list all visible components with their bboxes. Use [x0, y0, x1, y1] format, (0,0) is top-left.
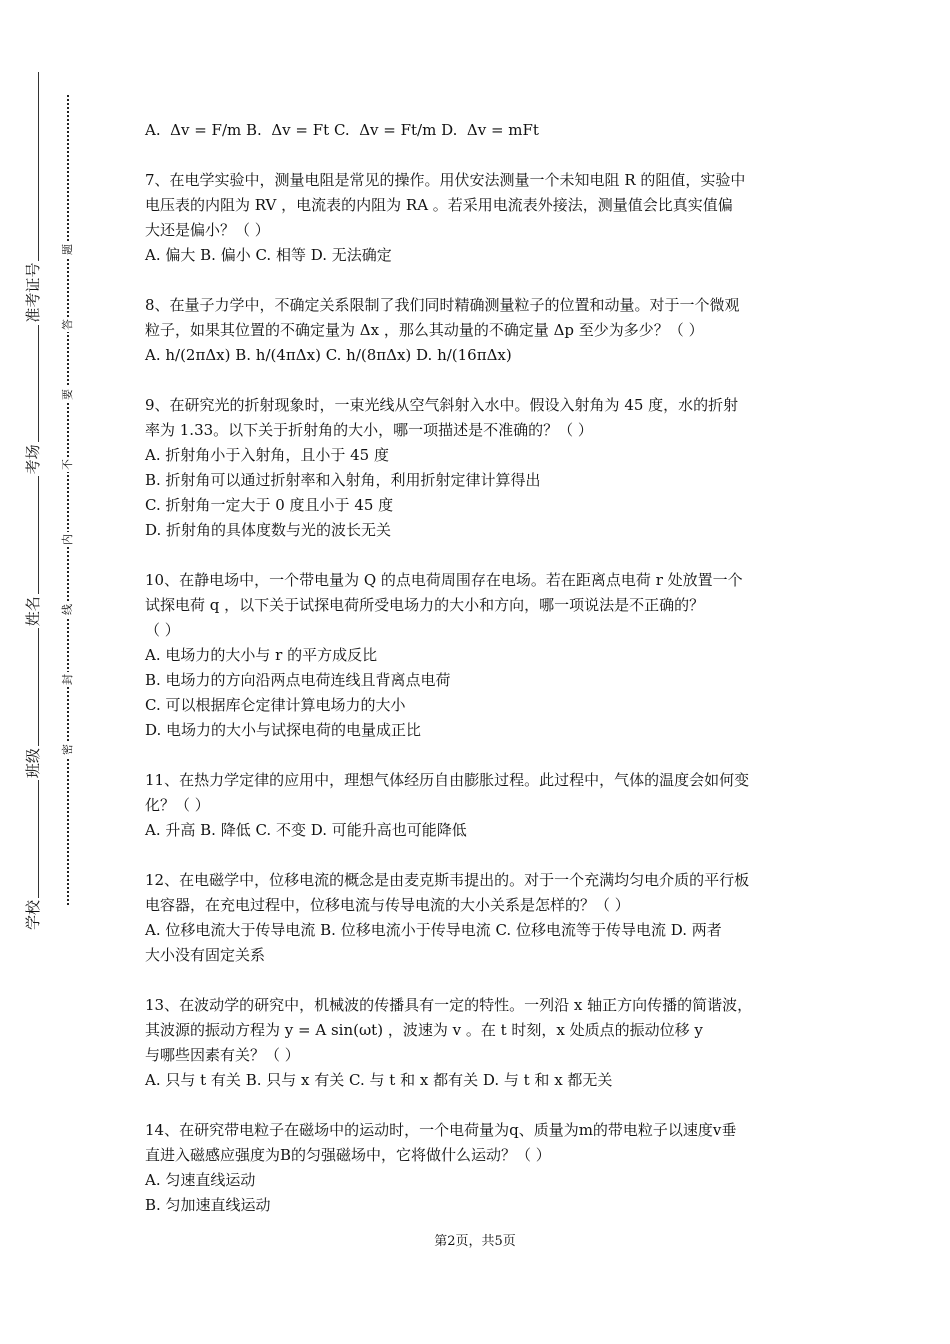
- question-line: 大小没有固定关系: [145, 946, 266, 964]
- question-line: 13、在波动学的研究中，机械波的传播具有一定的特性。一列沿 x 轴正方向传播的简谐波，: [145, 996, 753, 1014]
- exam-room-field[interactable]: [38, 325, 39, 443]
- question-line: B. 折射角可以通过折射率和入射角，利用折射定律计算得出: [145, 471, 541, 489]
- question-block: [145, 868, 825, 968]
- question-block: [145, 993, 825, 1093]
- seal-char: 内: [61, 534, 74, 545]
- question-line: 电容器，在充电过程中，位移电流与传导电流的大小关系是怎样的？（ ）: [145, 896, 630, 914]
- seal-char: 题: [61, 244, 74, 255]
- question-line: A. 匀速直线运动: [145, 1171, 256, 1189]
- question-line: 大还是偏小？（ ）: [145, 221, 270, 239]
- name-field[interactable]: [38, 476, 39, 594]
- question-line: 7、在电学实验中，测量电阻是常见的操作。用伏安法测量一个未知电阻 R 的阻值，实验中: [145, 171, 746, 189]
- question-line: A. 电场力的大小与 r 的平方成反比: [145, 646, 378, 664]
- question-line: B. 匀加速直线运动: [145, 1196, 271, 1214]
- question-line: （ ）: [145, 621, 180, 639]
- question-line: 14、在研究带电粒子在磁场中的运动时，一个电荷量为q、质量为m的带电粒子以速度v垂: [145, 1121, 737, 1139]
- school-label: 学校: [24, 899, 42, 930]
- question-line: A. 升高 B. 降低 C. 不变 D. 可能升高也可能降低: [145, 821, 467, 839]
- question-block: [145, 768, 825, 843]
- question-block: [145, 293, 825, 368]
- question-line: 与哪些因素有关？（ ）: [145, 1046, 300, 1064]
- exam-number-field[interactable]: [38, 72, 39, 261]
- question-list: [145, 118, 825, 1218]
- question-line: 8、在量子力学中，不确定关系限制了我们同时精确测量粒子的位置和动量。对于一个微观: [145, 296, 740, 314]
- seal-char: 线: [61, 604, 74, 615]
- question-line: 11、在热力学定律的应用中，理想气体经历自由膨胀过程。此过程中，气体的温度会如何变: [145, 771, 750, 789]
- seal-char: 不: [61, 459, 74, 470]
- question-block: [145, 168, 825, 268]
- question-line: 直进入磁感应强度为B的匀强磁场中，它将做什么运动？（ ）: [145, 1146, 551, 1164]
- school-field[interactable]: [38, 780, 39, 898]
- student-info-margin: [22, 70, 42, 930]
- question-line: D. 折射角的具体度数与光的波长无关: [145, 521, 392, 539]
- question-block: [145, 118, 825, 143]
- seal-char: 密: [61, 744, 74, 755]
- question-line: 试探电荷 q ，以下关于试探电荷所受电场力的大小和方向，哪一项说法是不正确的？: [145, 596, 705, 614]
- question-line: 化？（ ）: [145, 796, 210, 814]
- question-line: B. 电场力的方向沿两点电荷连线且背离点电荷: [145, 671, 451, 689]
- question-line: 10、在静电场中，一个带电量为 Q 的点电荷周围存在电场。若在距离点电荷 r 处放置一个: [145, 571, 743, 589]
- question-block: [145, 568, 825, 743]
- class-label: 班级: [24, 748, 42, 779]
- question-line: 电压表的内阻为 RV ，电流表的内阻为 RA 。若采用电流表外接法，测量值会比真实值偏: [145, 196, 733, 214]
- question-line: 粒子，如果其位置的不确定量为 Δx ，那么其动量的不确定量 Δp 至少为多少？（ ）: [145, 321, 704, 339]
- class-field[interactable]: [38, 628, 39, 746]
- page-number: 第2页，共5页: [434, 1234, 516, 1249]
- seal-line: [60, 95, 76, 905]
- question-line: A. 只与 t 有关 B. 只与 x 有关 C. 与 t 和 x 都有关 D. 与 t 和 x 都无关: [145, 1071, 613, 1089]
- question-block: [145, 393, 825, 543]
- question-line: A. h/(2πΔx) B. h/(4πΔx) C. h/(8πΔx) D. h/(16πΔx): [145, 346, 512, 364]
- question-line: 12、在电磁学中，位移电流的概念是由麦克斯韦提出的。对于一个充满均匀电介质的平行板: [145, 871, 750, 889]
- question-line: 率为 1.33。以下关于折射角的大小，哪一项描述是不准确的？（ ）: [145, 421, 593, 439]
- question-line: 其波源的振动方程为 y = A sin(ωt) ，波速为 v 。在 t 时刻，x 处质点的振动位移 y: [145, 1021, 703, 1039]
- question-line: A. 位移电流大于传导电流 B. 位移电流小于传导电流 C. 位移电流等于传导电流 D. 两者: [145, 921, 722, 939]
- exam-number-label: 准考证号: [24, 262, 42, 323]
- seal-char: 封: [61, 674, 74, 685]
- question-line: C. 可以根据库仑定律计算电场力的大小: [145, 696, 406, 714]
- name-label: 姓名: [24, 596, 42, 627]
- question-line: 9、在研究光的折射现象时，一束光线从空气斜射入水中。假设入射角为 45 度，水的折射: [145, 396, 739, 414]
- dotted-line: [67, 95, 69, 905]
- exam-room-label: 考场: [24, 444, 42, 475]
- question-line: D. 电场力的大小与试探电荷的电量成正比: [145, 721, 422, 739]
- question-line: A. 偏大 B. 偏小 C. 相等 D. 无法确定: [145, 246, 392, 264]
- question-line: C. 折射角一定大于 0 度且小于 45 度: [145, 496, 394, 514]
- question-line: A. 折射角小于入射角，且小于 45 度: [145, 446, 389, 464]
- seal-char: 要: [61, 389, 74, 400]
- seal-char: 答: [61, 319, 74, 330]
- question-line: A. Δv = F/m B. Δv = Ft C. Δv = Ft/m D. Δv = mFt: [145, 121, 539, 139]
- question-block: [145, 1118, 825, 1218]
